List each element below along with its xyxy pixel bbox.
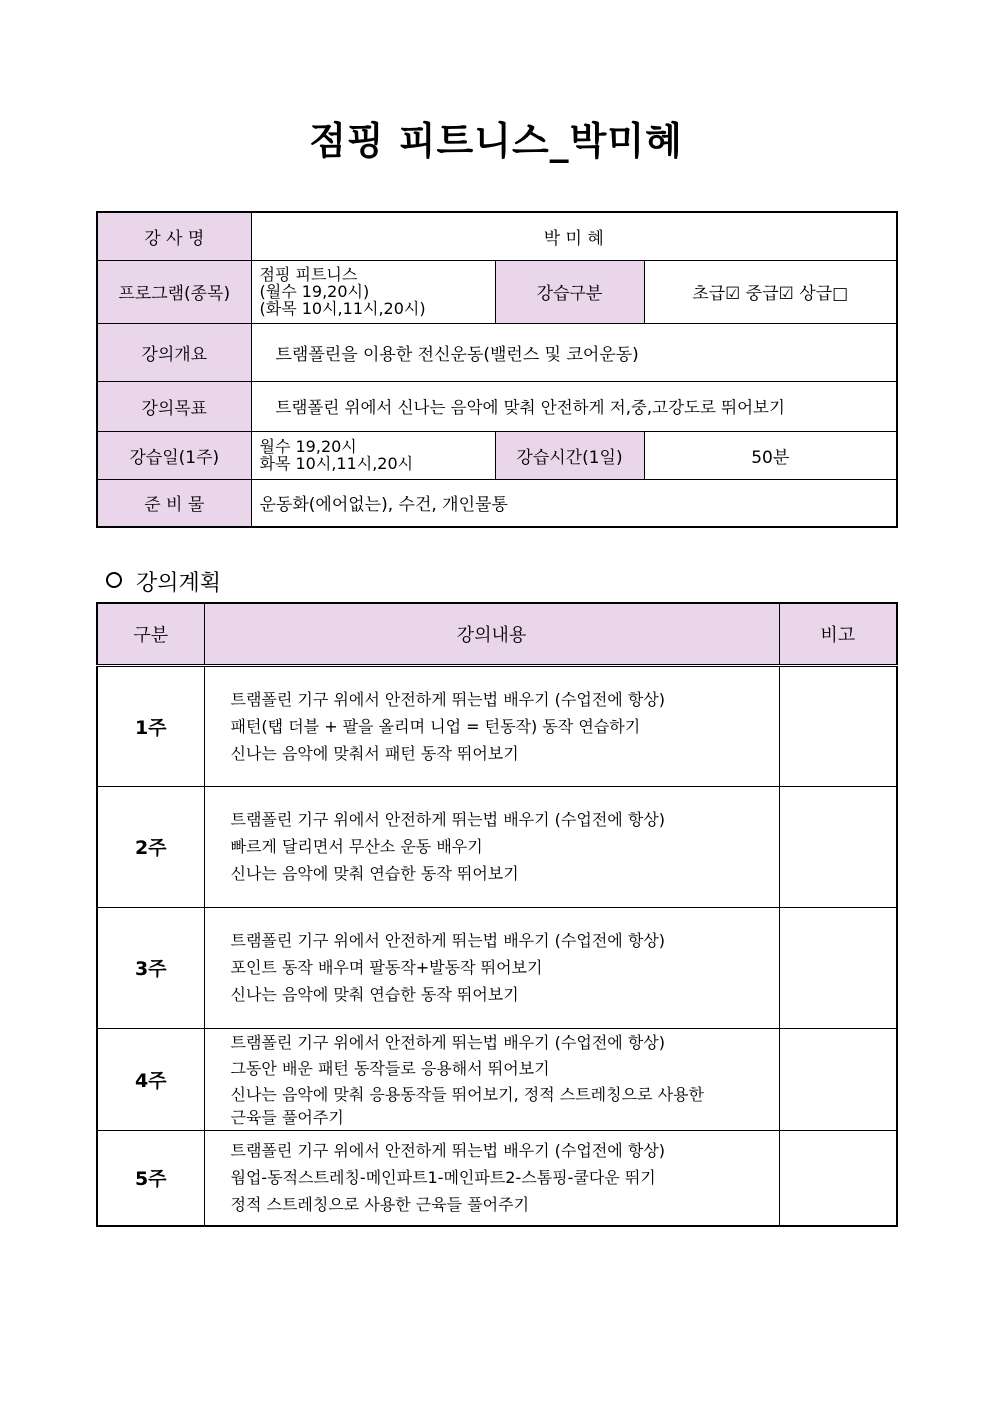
program-line: 점핑 피트니스 (259, 265, 358, 284)
days-label: 강습일(1주) (97, 431, 251, 479)
week-note (779, 1130, 897, 1226)
plan-section-title: 강의계획 (136, 571, 222, 596)
week-label: 5주 (97, 1130, 204, 1226)
supplies-label: 준 비 물 (97, 479, 251, 527)
plan-section-heading (106, 566, 221, 597)
supplies-value: 운동화(에어없는), 수건, 개인물통 (251, 479, 897, 527)
week-content (204, 1028, 779, 1130)
content-line: 빠르게 달리면서 무산소 운동 배우기 (230, 837, 483, 856)
content-line: 신나는 음악에 맞춰 응용동작들 뛰어보기, 정적 스트레칭으로 사용한 (230, 1085, 704, 1104)
content-line: 신나는 음악에 맞춰 연습한 동작 뛰어보기 (230, 864, 519, 883)
week-content (204, 786, 779, 907)
instructor-value: 박 미 혜 (251, 212, 897, 260)
level-value: 초급☑ 중급☑ 상급□ (644, 260, 897, 323)
content-line: 정적 스트레칭으로 사용한 근육들 풀어주기 (230, 1195, 530, 1215)
week-note (779, 786, 897, 907)
content-line: 웜업-동적스트레칭-메인파트1-메인파트2-스톰핑-쿨다운 뛰기 (230, 1168, 656, 1188)
table-row (97, 1130, 897, 1226)
plan-header-content: 강의내용 (204, 603, 779, 665)
program-line: (월수 19,20시) (259, 282, 370, 301)
program-label: 프로그램(종목) (97, 260, 251, 323)
week-content (204, 1130, 779, 1226)
table-row (97, 786, 897, 907)
program-line: (화목 10시,11시,20시) (259, 299, 426, 318)
table-row (97, 665, 897, 786)
week-note (779, 907, 897, 1028)
circle-bullet-icon (106, 572, 122, 588)
days-line: 월수 19,20시 (259, 437, 357, 456)
overview-label: 강의개요 (97, 323, 251, 381)
content-line: 트램폴린 기구 위에서 안전하게 뛰는법 배우기 (수업전에 항상) (230, 689, 665, 709)
days-value (251, 431, 495, 479)
content-line: 그동안 배운 패턴 동작들로 응용해서 뛰어보기 (230, 1059, 550, 1078)
plan-header-week: 구분 (97, 603, 204, 665)
week-content (204, 907, 779, 1028)
table-row (97, 907, 897, 1028)
week-label: 3주 (97, 907, 204, 1028)
document-title: 점핑 피트니스_박미혜 (309, 119, 683, 163)
goal-label: 강의목표 (97, 381, 251, 431)
program-value (251, 260, 495, 323)
content-line: 근육들 풀어주기 (230, 1108, 344, 1127)
goal-value: 트램폴린 위에서 신나는 음악에 맞춰 안전하게 저,중,고강도로 뛰어보기 (251, 381, 897, 431)
days-line: 화목 10시,11시,20시 (259, 454, 414, 473)
week-label: 2주 (97, 786, 204, 907)
week-label: 4주 (97, 1028, 204, 1130)
week-note (779, 1028, 897, 1130)
level-label: 강습구분 (495, 260, 644, 323)
week-content (204, 665, 779, 786)
duration-label: 강습시간(1일) (495, 431, 644, 479)
content-line: 패턴(탭 더블 + 팔을 올리며 니업 = 턴동작) 동작 연습하기 (230, 716, 641, 736)
content-line: 트램폴린 기구 위에서 안전하게 뛰는법 배우기 (수업전에 항상) (230, 810, 665, 829)
instructor-label: 강 사 명 (97, 212, 251, 260)
course-plan-table (96, 602, 898, 1227)
content-line: 트램폴린 기구 위에서 안전하게 뛰는법 배우기 (수업전에 항상) (230, 931, 665, 950)
content-line: 신나는 음악에 맞춰 연습한 동작 뛰어보기 (230, 985, 519, 1004)
table-row (97, 1028, 897, 1130)
content-line: 트램폴린 기구 위에서 안전하게 뛰는법 배우기 (수업전에 항상) (230, 1033, 665, 1052)
duration-value: 50분 (644, 431, 897, 479)
week-label: 1주 (97, 665, 204, 786)
plan-header-note: 비고 (779, 603, 897, 665)
content-line: 신나는 음악에 맞춰서 패턴 동작 뛰어보기 (230, 743, 519, 763)
course-info-table (96, 211, 898, 528)
week-note (779, 665, 897, 786)
content-line: 트램폴린 기구 위에서 안전하게 뛰는법 배우기 (수업전에 항상) (230, 1141, 665, 1161)
content-line: 포인트 동작 배우며 팔동작+발동작 뛰어보기 (230, 958, 543, 977)
overview-value: 트램폴린을 이용한 전신운동(밸런스 및 코어운동) (251, 323, 897, 381)
